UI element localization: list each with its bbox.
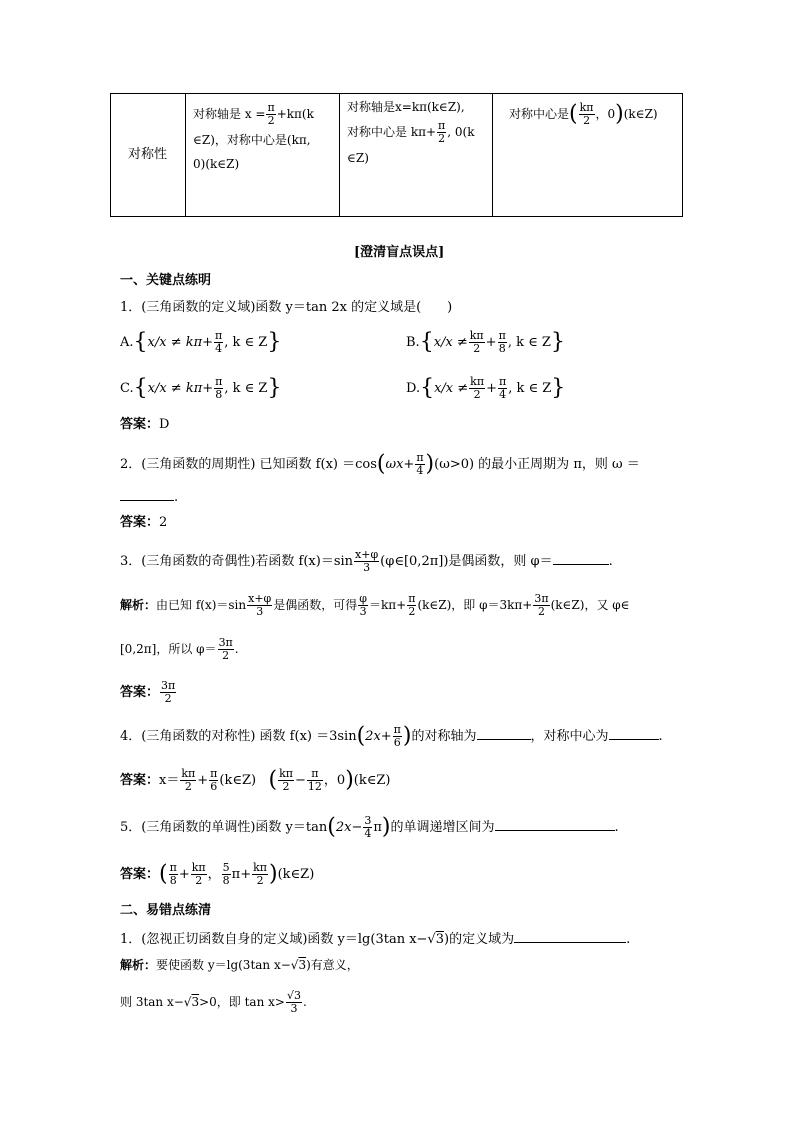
denominator: 6 [210,780,218,793]
solution-text: >0，即 tan x> [199,995,285,1009]
stem-text: 2．(三角函数的周期性) 已知函数 f(x) ＝cos [120,457,377,472]
denominator: 2 [164,692,172,705]
denominator: 12 [307,780,322,793]
numerator: kπ [253,861,268,874]
stem-text: )的定义域为 [444,932,515,947]
answer-text: (k∈Z) [353,773,391,788]
numerator: π [307,768,323,781]
numerator: kπ [191,861,206,874]
fraction [169,862,178,887]
e1-solution [120,956,359,974]
answer-text: + [197,773,209,788]
table-row-label: 对称性 [128,147,168,162]
stem-text: (φ∈[0,2π])是偶函数，则 φ＝ [380,554,553,569]
answer-label: 答案： [120,515,160,530]
cell-text: ，0 [595,107,616,121]
sqrt-value: 3 [191,995,200,1009]
solution-text: )有意义， [306,958,359,972]
q1-option-a: A.{x/x ≠ kπ+ $\frac{\pi}{4}$ , k ∈ Z} [120,329,282,355]
denominator: 2 [537,605,545,618]
cell-text: , 0(k [447,125,475,139]
fraction [533,593,549,618]
section-title: [澄清盲点误点] [354,245,445,260]
fraction [469,376,485,401]
denominator: 2 [195,874,203,887]
numerator: φ [359,592,367,605]
fraction [363,815,372,840]
table-divider [185,94,186,216]
fraction [407,593,416,618]
stem-text: 3．(三角函数的奇偶性)若函数 f(x)＝sin [120,554,354,569]
answer-blank[interactable] [553,550,609,565]
fraction [266,102,275,127]
fraction [214,330,223,355]
solution-label: 解析： [120,598,157,612]
e1-stem: 1．(忽视正切函数自身的定义域)函数 y＝lg(3tan x−√3)的定义域为 . [120,928,630,949]
fraction [252,862,268,887]
denominator: 4 [364,827,372,840]
cell-text: 对称中心是 [509,107,570,121]
numerator: π [408,592,416,605]
fraction [222,862,231,887]
answer-text: x＝ [159,773,180,788]
option-text: , k ∈ Z [224,381,268,396]
cell-text: +kπ(k [276,107,314,121]
denominator: 3 [363,561,371,574]
sqrt-value: 3 [298,958,307,972]
q5-answer: 答案：( $\frac{\pi}{8}$ + $\frac{k\pi}{2}$ ， $\frac{5}{8}$ π+ $\frac{k\pi}{2}$ )(k∈Z) [120,861,315,887]
axis-blank[interactable] [477,725,531,740]
sqrt-value: 3 [435,932,444,947]
table-cell-cot [347,98,474,167]
q4-answer: 答案：x＝ $\frac{k\pi}{2}$ + $\frac{\pi}{6}$ (k∈Z) ( $\frac{k\pi}{2}$ − $\frac{\pi}{12}$ ，0)(k∈Z) [120,767,391,793]
cell-text: ∈Z)，对称中心是(kπ, [193,133,311,147]
fraction [307,768,323,793]
solution-text: ＝kπ+ [368,598,407,612]
q1-option-b: B.{x/x ≠ $\frac{k\pi}{2}$ + $\frac{\pi}{8}$ , k ∈ Z} [406,329,565,355]
numerator: π [215,329,223,342]
option-text: + [486,381,497,396]
answer-value: 2 [159,515,168,530]
stem-text: ，对称中心为 [530,729,609,744]
table-divider [492,94,493,216]
solution-text: 由已知 f(x)＝sin [156,598,247,612]
stem-text: ωx+ [385,457,415,472]
numerator: 5 [222,861,230,874]
numerator: π [393,723,401,736]
q3-solution-line2: [0,2π]，所以 φ＝ $\frac{3\pi}{2}$ . [120,636,239,662]
option-label: A. [120,335,134,350]
q1-option-d: D.{x/x ≠ $\frac{k\pi}{2}$ + $\frac{\pi}{4}$ , k ∈ Z} [406,375,566,401]
stem-text: 1．(忽视正切函数自身的定义域)函数 y＝lg(3tan x− [120,932,428,947]
part2-heading: 二、易错点练清 [120,903,212,918]
fraction [286,990,302,1015]
answer-label: 答案： [120,417,160,432]
option-label: D. [406,381,421,396]
solution-text: 则 3tan x− [120,995,184,1009]
denominator: 8 [222,874,230,887]
denominator: 4 [416,464,424,477]
table-cell-tan [193,102,314,173]
numerator: kπ [579,101,594,114]
answer-label: 答案： [120,773,160,788]
cell-text: 对称轴是x=kπ(k∈Z), [347,100,465,114]
solution-text: (k∈Z)，即 φ＝3kπ+ [417,598,533,612]
denominator: 2 [408,605,416,618]
answer-label: 答案： [120,685,160,700]
solution-label: 解析： [120,958,157,972]
numerator: kπ [469,329,484,342]
q2-answer [120,514,167,532]
cell-text: (k∈Z) [623,107,658,121]
fraction [354,549,379,574]
fraction [498,376,507,401]
answer-value: D [159,417,170,432]
numerator: x+φ [248,592,272,605]
fraction [498,330,507,355]
answer-label: 答案： [120,867,160,882]
numerator: kπ [181,767,196,780]
answer-blank[interactable] [514,928,626,943]
fraction [469,330,485,355]
denominator: 4 [499,388,507,401]
stem-text: 4．(三角函数的对称性) 函数 f(x) ＝3sin [120,729,357,744]
stem-text: (ω>0) 的最小正周期为 π，则 ω ＝ [434,457,640,472]
fraction [579,102,595,127]
solution-text: (k∈Z)，又 φ∈ [550,598,630,612]
cell-text: 0)(k∈Z) [193,157,240,171]
solution-text: . [302,995,307,1009]
fraction [209,768,218,793]
q1-answer [120,416,169,434]
fraction [191,862,207,887]
symmetry-table [110,93,683,217]
fraction [278,768,294,793]
denominator: 2 [473,342,481,355]
table-divider [339,94,340,216]
fraction [415,452,424,477]
option-text: x/x ≠ kπ+ [147,335,214,350]
option-text: + [485,335,497,350]
option-label: C. [120,381,134,396]
denominator: 2 [438,132,446,145]
denominator: 8 [215,388,223,401]
e1-solution-line2 [120,990,307,1015]
stem-text: 2x− [335,820,363,835]
numerator: π [267,101,275,114]
denominator: 3 [359,605,367,618]
answer-text: − [295,773,306,788]
fraction [437,120,446,145]
sqrt-icon: √ [427,932,436,947]
q4-stem: 4．(三角函数的对称性) 函数 f(x) ＝3sin(2x+ $\frac{\pi}{6}$ )的对称轴为 ，对称中心为 . [120,723,663,749]
answer-text: (k∈Z) [277,867,315,882]
numerator: π [215,375,223,388]
q2-stem: 2．(三角函数的周期性) 已知函数 f(x) ＝cos(ωx+ $\frac{\pi}{4}$ )(ω>0) 的最小正周期为 π，则 ω ＝ [120,451,640,477]
option-label: B. [406,335,420,350]
answer-text: ，0 [323,773,346,788]
numerator: kπ [470,375,485,388]
stem-text: π [373,820,382,835]
denominator: 3 [256,605,264,618]
fraction [393,724,402,749]
numerator: π [498,329,506,342]
numerator: 3π [218,636,233,649]
fraction [160,680,176,705]
solution-text: 要使函数 y＝lg(3tan x− [156,958,291,972]
numerator: 3π [161,679,176,692]
option-text: x/x ≠ [434,381,469,396]
denominator: 2 [256,874,264,887]
option-text: , k ∈ Z [507,335,551,350]
denominator: 6 [393,736,401,749]
stem-text: 的单调递增区间为 [390,820,495,835]
numerator: π [438,119,446,132]
option-text: x/x ≠ kπ+ [147,381,214,396]
solution-text: [0,2π]，所以 φ＝ [120,642,217,656]
stem-text: 的对称轴为 [411,729,477,744]
numerator: π [416,451,424,464]
denominator: 4 [215,342,223,355]
numerator: π [210,767,218,780]
denominator: 2 [267,114,275,127]
option-text: , k ∈ Z [508,381,552,396]
center-blank[interactable] [609,725,659,740]
numerator: kπ [279,767,293,780]
q2-blank[interactable]: . [120,486,178,507]
table-cell-sym-center: 对称中心是( $\frac{k\pi}{2}$ ，0)(k∈Z) [509,101,658,127]
option-text: , k ∈ Z [224,335,268,350]
denominator: 2 [583,114,591,127]
numerator: 3 [364,814,372,827]
denominator: 2 [184,780,192,793]
part1-heading: 一、关键点练明 [120,273,212,288]
solution-text: 是偶函数，可得 [273,598,358,612]
fraction [218,637,234,662]
option-text: x/x ≠ [433,335,468,350]
cell-text: 对称中心是 kπ+ [347,125,437,139]
fraction [247,593,272,618]
stem-text: 2x+ [365,729,392,744]
denominator: 3 [290,1002,298,1015]
answer-text: ， [207,867,221,882]
q1-option-c: C.{x/x ≠ kπ+ $\frac{\pi}{8}$ , k ∈ Z} [120,375,282,401]
numerator: x+φ [355,548,379,561]
fraction [214,376,223,401]
q5-stem: 5．(三角函数的单调性)函数 y＝tan(2x− $\frac{3}{4}$ π)的单调递增区间为 . [120,814,619,840]
numerator: π [169,861,177,874]
denominator: 2 [222,649,230,662]
cell-text: 对称轴是 x = [193,107,266,121]
answer-text: + [178,867,190,882]
numerator: √3 [286,989,301,1002]
numerator: 3π [534,592,549,605]
numerator: π [498,375,507,388]
answer-text: π+ [231,867,252,882]
denominator: 8 [498,342,506,355]
q3-answer [120,680,177,705]
answer-text: (k∈Z) [219,773,257,788]
denominator: 2 [282,780,290,793]
stem-text: 5．(三角函数的单调性)函数 y＝tan [120,820,328,835]
sqrt-icon: √ [183,995,192,1009]
q3-solution [120,593,630,618]
q3-stem: 3．(三角函数的奇偶性)若函数 f(x)＝sin $\frac{x+\varphi}{3}$ (φ∈[0,2π])是偶函数，则 φ＝ . [120,548,613,574]
denominator: 8 [169,874,177,887]
answer-blank[interactable] [495,816,615,831]
sqrt-icon: √ [290,958,299,972]
denominator: 2 [473,388,481,401]
fraction [358,593,368,618]
cell-text: ∈Z) [347,151,369,165]
fraction [180,768,196,793]
q1-stem: 1．(三角函数的定义域)函数 y＝tan 2x 的定义域是( ) [120,300,453,315]
